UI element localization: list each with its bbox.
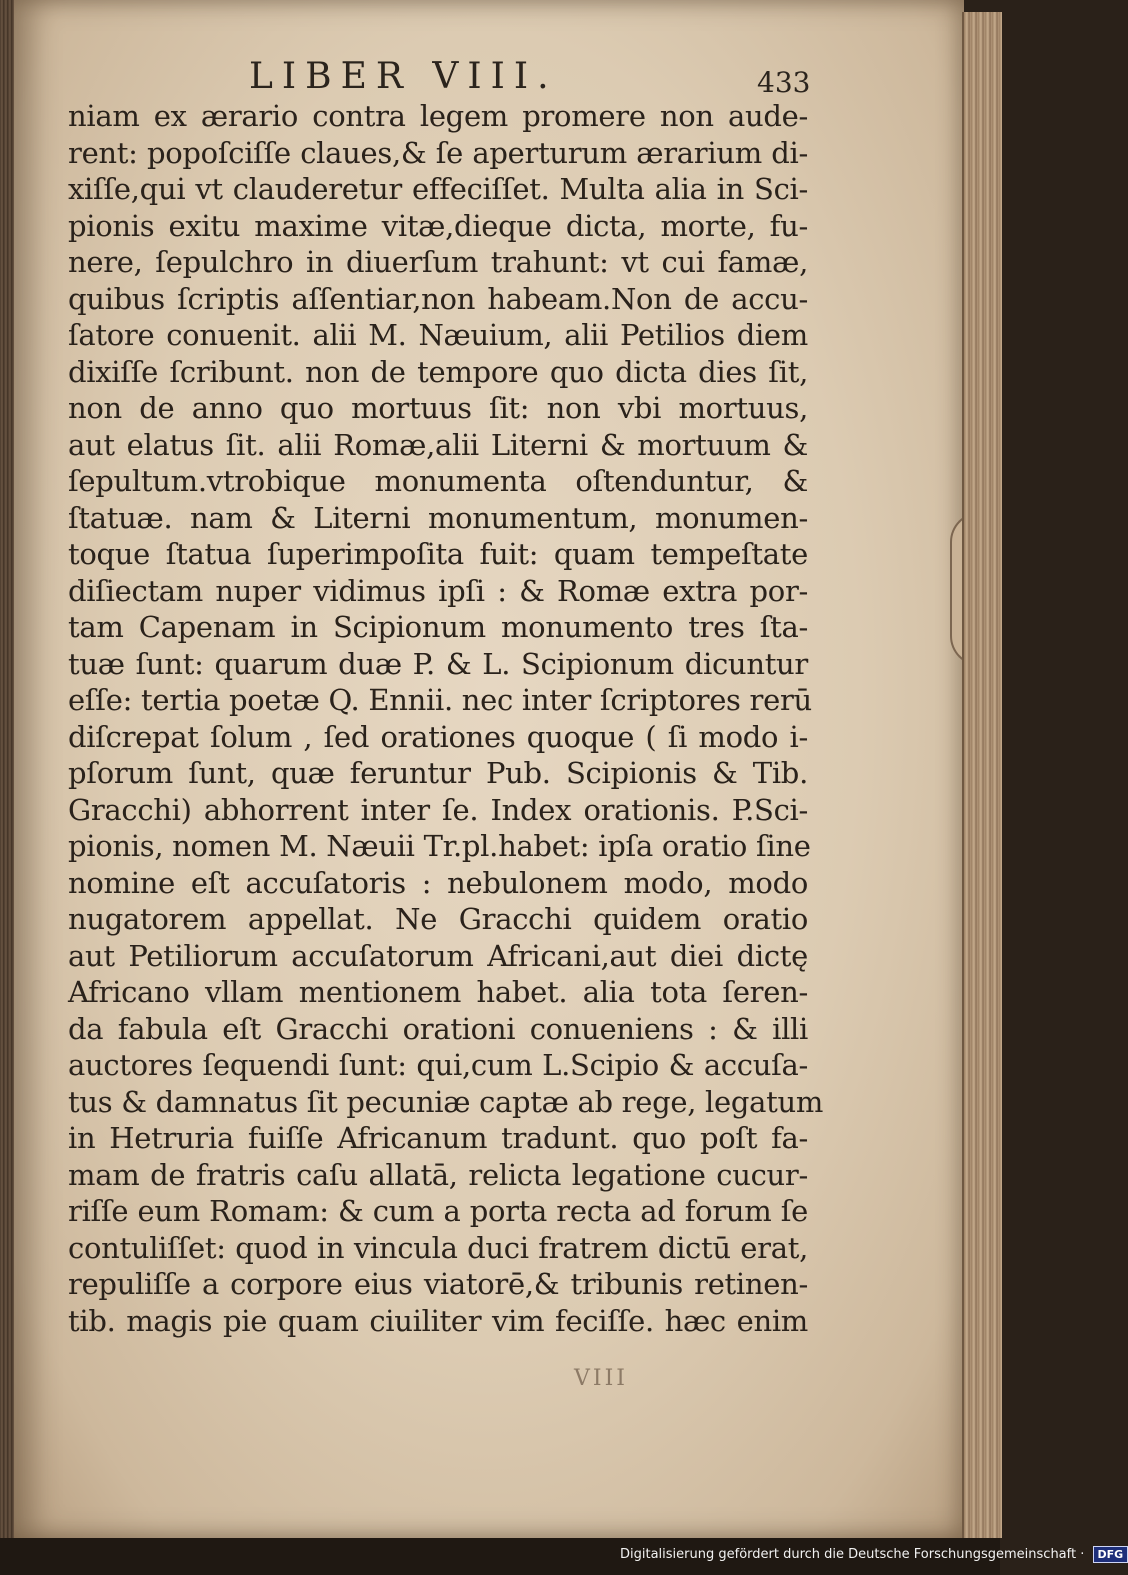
text-line: diſiectam nuper vidimus ipſi : & Romæ extra por- bbox=[68, 573, 808, 608]
text-line: niam ex ærario contra legem promere non aude- bbox=[68, 99, 808, 133]
text-line: tam Capenam in Scipionum monumento tres ſta- bbox=[68, 610, 808, 644]
text-line: Gracchi) abhorrent inter ſe. Index orationis. P.Sci- bbox=[68, 792, 808, 827]
page-header bbox=[54, 56, 814, 99]
text-line: diſcrepat ſolum , ſed orationes quoque ( ſi modo i- bbox=[68, 719, 808, 754]
text-line: tuæ ſunt: quarum duæ P. & L. Scipionum dicuntur bbox=[68, 646, 808, 681]
text-line: quibus ſcriptis aſſentiar,non habeam.Non de accu- bbox=[68, 281, 808, 316]
book-page bbox=[14, 0, 964, 1538]
text-line: riſſe eum Romam: & cum a porta recta ad forum ſe bbox=[68, 1194, 808, 1228]
text-line: contuliſſet: quod in vincula duci fratrem dictū erat, bbox=[68, 1230, 808, 1265]
page-number: 433 bbox=[757, 66, 811, 99]
text-line: pionis exitu maxime vitæ,dieque dicta, morte, fu- bbox=[68, 208, 808, 243]
text-line: ſatore conuenit. alii M. Næuium, alii Petilios diem bbox=[68, 318, 808, 352]
text-line: tib. magis pie quam ciuiliter vim feciſſe. hæc enim bbox=[68, 1303, 808, 1338]
dfg-logo: DFG bbox=[1093, 1546, 1128, 1563]
text-line: nugatorem appellat. Ne Gracchi quidem oratio bbox=[68, 902, 808, 936]
body-text bbox=[68, 98, 824, 1339]
text-line: repuliſſe a corpore eius viatorē,& tribunis retinen- bbox=[68, 1267, 808, 1301]
text-line: tus & damnatus ſit pecuniæ captæ ab rege, legatum bbox=[68, 1084, 824, 1119]
text-line: da fabula eſt Gracchi orationi conueniens : & illi bbox=[68, 1011, 808, 1046]
text-line: dixiſſe ſcribunt. non de tempore quo dicta dies ſit, bbox=[68, 354, 808, 389]
text-line: Africano vllam mentionem habet. alia tota ſeren- bbox=[68, 975, 808, 1009]
catchword: VIII bbox=[574, 1366, 628, 1391]
right-page-edges bbox=[962, 12, 1002, 1538]
text-line: rent: popoſciſſe claues,& ſe aperturum ærarium di- bbox=[68, 135, 808, 170]
text-line: pſorum ſunt, quæ feruntur Pub. Scipionis & Tib. bbox=[68, 756, 808, 790]
running-title: LIBER VIII. bbox=[249, 56, 558, 97]
text-line: nomine eſt accuſatoris : nebulonem modo, modo bbox=[68, 865, 808, 900]
digitization-credit bbox=[620, 1546, 1128, 1563]
text-line: aut elatus ſit. alii Romæ,alii Literni & mortuum & bbox=[68, 427, 808, 462]
text-line: in Hetruria fuiſſe Africanum tradunt. quo poſt fa- bbox=[68, 1121, 808, 1155]
text-line: eſſe: tertia poetæ Q. Ennii. nec inter ſcriptores rerū bbox=[68, 683, 812, 717]
text-line: mam de fratris caſu allatā, relicta legatione cucur- bbox=[68, 1157, 808, 1192]
text-line: ſtatuæ. nam & Literni monumentum, monumen- bbox=[68, 500, 808, 535]
text-line: xiſſe,qui vt clauderetur effeciſſet. Multa alia in Sci- bbox=[68, 172, 808, 206]
text-line: ſepultum.vtrobique monumenta oſtenduntur, & bbox=[68, 464, 808, 498]
text-line: non de anno quo mortuus ſit: non vbi mortuus, bbox=[68, 391, 808, 425]
text-line: auctores ſequendi ſunt: qui,cum L.Scipio & accuſa- bbox=[68, 1048, 808, 1082]
text-line: toque ſtatua ſuperimpoſita fuit: quam tempeſtate bbox=[68, 537, 808, 571]
text-line: aut Petiliorum accuſatorum Africani,aut diei dictę bbox=[68, 938, 808, 973]
text-line: pionis, nomen M. Næuii Tr.pl.habet: ipſa oratio ſine bbox=[68, 829, 811, 863]
credit-text: Digitalisierung gefördert durch die Deutsche Forschungsgemeinschaft · bbox=[620, 1547, 1085, 1562]
text-line: nere, ſepulchro in diuerſum trahunt: vt cui famæ, bbox=[68, 245, 808, 279]
